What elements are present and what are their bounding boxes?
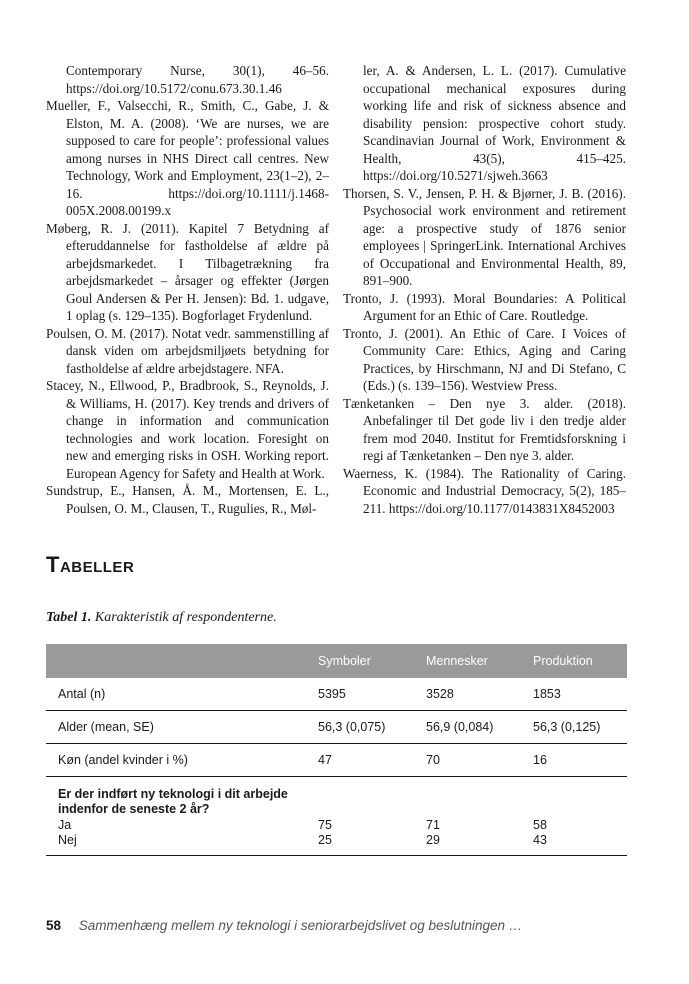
- cell-mennesker: 71: [426, 818, 440, 832]
- cell-produktion: 43: [533, 833, 547, 847]
- cell-symboler: 25: [318, 833, 332, 847]
- running-title: Sammenhæng mellem ny teknologi i seniorarbejdslivet og beslutningen …: [78, 918, 523, 933]
- section-heading: Tabeller: [46, 552, 135, 577]
- cell-mennesker: 70: [426, 753, 440, 767]
- header-symboler: Symboler: [318, 654, 371, 668]
- page-number: 58: [46, 918, 62, 933]
- cell-produktion: 56,3 (0,125): [533, 720, 601, 734]
- reference-entry: Waerness, K. (1984). The Rationality of Caring. Economic and Industrial Democracy, 5(2), 185–211. https://doi.org/10.1177/0143831X8452003: [343, 465, 626, 516]
- table-row-question: [46, 777, 627, 856]
- row-label: Antal (n): [58, 687, 106, 701]
- cell-mennesker: 29: [426, 833, 440, 847]
- cell-symboler: 5395: [318, 687, 346, 701]
- reference-entry: Møberg, R. J. (2011). Kapitel 7 Betydning af efteruddannelse for fastholdelse af ældre på arbejdsmarkedet. I Tilbagetrækning fra arbejdsmarkedet – årsager og effekter (Jørgen Goul Andersen & Per H. Jensen): Bd. 1. udgave, 1 oplag (s. 129–135). Bogforlaget Frydenlund.: [46, 220, 329, 323]
- reference-column-left: [46, 62, 329, 517]
- respondent-table: [46, 644, 627, 856]
- answer-label: Ja: [58, 818, 72, 832]
- cell-symboler: 47: [318, 753, 332, 767]
- cell-symboler: 56,3 (0,075): [318, 720, 386, 734]
- table-header-row: [46, 644, 627, 678]
- cell-mennesker: 56,9 (0,084): [426, 720, 494, 734]
- cell-produktion: 58: [533, 818, 547, 832]
- reference-column-right: [343, 62, 626, 517]
- reference-entry: Tronto, J. (1993). Moral Boundaries: A Political Argument for an Ethic of Care. Routledge.: [343, 290, 626, 323]
- table-row: [46, 711, 627, 744]
- answer-label: Nej: [58, 833, 77, 847]
- table-caption-label: Tabel 1.: [46, 610, 92, 625]
- reference-entry: Thorsen, S. V., Jensen, P. H. & Bjørner, J. B. (2016). Psychosocial work environment and retirement age: a prospective study of 1876 senior employees | SpringerLink. International Archives of Occupational and Environmental Health, 89, 891–900.: [343, 185, 626, 288]
- row-label: Køn (andel kvinder i %): [58, 753, 188, 767]
- cell-symboler: 75: [318, 818, 332, 832]
- row-label: Alder (mean, SE): [58, 720, 154, 734]
- reference-entry: Sundstrup, E., Hansen, Å. M., Mortensen, E. L., Poulsen, O. M., Clausen, T., Rugulies, R., Møl-: [46, 483, 329, 516]
- page-footer: [46, 918, 646, 933]
- table-caption-text: Karakteristik af respondenterne.: [91, 610, 277, 625]
- table-caption: [46, 610, 277, 626]
- reference-entry: Tronto, J. (2001). An Ethic of Care. I Voices of Community Care: Ethics, Aging and Caring Practices, by Hirschmann, NJ and Di Stefano, C (Eds.) (s. 139–156). Westview Press.: [343, 325, 626, 393]
- cell-mennesker: 3528: [426, 687, 454, 701]
- question-label: Er der indført ny teknologi i dit arbejde indenfor de seneste 2 år?: [58, 787, 288, 816]
- reference-entry: ler, A. & Andersen, L. L. (2017). Cumulative occupational mechanical exposures during working life and risk of sickness absence and disability pension: prospective cohort study. Scandinavian Journal of Work, Environment & Health, 43(5), 415–425. https://doi.org/10.5271/sjweh.3663: [363, 63, 626, 183]
- table-row: [46, 678, 627, 711]
- table-row: [46, 744, 627, 777]
- reference-entry: Poulsen, O. M. (2017). Notat vedr. sammenstilling af dansk viden om arbejdsmiljøets betydning for fastholdelse af ældre arbejdstagere. NFA.: [46, 325, 329, 376]
- reference-entry: Contemporary Nurse, 30(1), 46–56. https://doi.org/10.5172/conu.673.30.1.46: [66, 63, 329, 96]
- header-mennesker: Mennesker: [426, 654, 488, 668]
- cell-produktion: 1853: [533, 687, 561, 701]
- reference-entry: Tænketanken – Den nye 3. alder. (2018). Anbefalinger til Det gode liv i den tredje alder frem mod 2040. Institut for Fremtidsforskning i regi af Tænketanken – Den nye 3. alder.: [343, 395, 626, 463]
- reference-entry: Mueller, F., Valsecchi, R., Smith, C., Gabe, J. & Elston, M. A. (2008). ‘We are nurses, we are supposed to care for people’: professional values among nurses in NHS Direct call centres. New Technology, Work and Employment, 23(1–2), 2–16. https://doi.org/10.1111/j.1468-005X.2008.00199.x: [46, 98, 329, 218]
- cell-produktion: 16: [533, 753, 547, 767]
- header-produktion: Produktion: [533, 654, 593, 668]
- reference-entry: Stacey, N., Ellwood, P., Bradbrook, S., Reynolds, J. & Williams, H. (2017). Key trends and drivers of change in information and communication technologies and work location. Foresight on new and emerging risks in OSH. Working report. European Agency for Safety and Health at Work.: [46, 378, 329, 481]
